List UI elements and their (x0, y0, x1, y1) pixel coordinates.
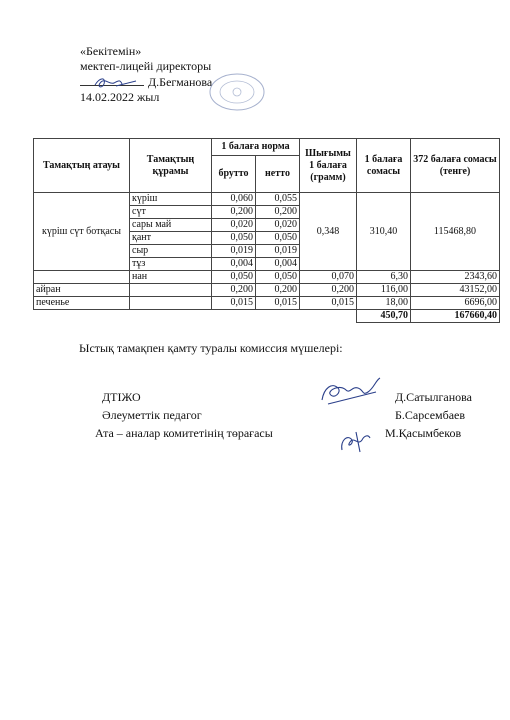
table-row-bread (34, 271, 500, 284)
bread-name: нан (130, 271, 212, 284)
ayran-cost: 116,00 (357, 284, 411, 297)
ayran-net: 0,200 (256, 284, 300, 297)
ingredient-gross: 0,020 (212, 219, 256, 232)
table-row-ayran (34, 284, 500, 297)
bread-total: 2343,60 (411, 271, 500, 284)
table-row-cookies (34, 297, 500, 310)
table-row (34, 193, 500, 206)
ingredient-gross: 0,200 (212, 206, 256, 219)
ayran-name: айран (34, 284, 130, 297)
ayran-yield: 0,200 (300, 284, 357, 297)
ingredient-net: 0,050 (256, 232, 300, 245)
approval-title: «Бекітемін» (80, 44, 142, 58)
ayran-total: 43152,00 (411, 284, 500, 297)
total-cost-all: 167660,40 (411, 310, 500, 323)
ingredient-name: сүт (130, 206, 212, 219)
ingredient-name: сыр (130, 245, 212, 258)
member-signature-icon (318, 374, 388, 410)
commission-title: Ыстық тамақпен қамту туралы комиссия мүшелері: (79, 341, 343, 355)
ingredient-name: тұз (130, 258, 212, 271)
director-name: Д.Бегманова (148, 75, 213, 89)
bread-cost: 6,30 (357, 271, 411, 284)
empty-cell (34, 310, 357, 323)
total-cost-per-child: 450,70 (357, 310, 411, 323)
table-header-row (34, 139, 500, 156)
member-name: М.Қасымбеков (385, 426, 462, 440)
menu-table (33, 138, 500, 323)
porridge-name: күріш сүт ботқасы (34, 193, 130, 271)
cookies-name: печенье (34, 297, 130, 310)
ingredient-gross: 0,004 (212, 258, 256, 271)
member-role: ДТІЖО (102, 390, 141, 404)
ingredient-name: қант (130, 232, 212, 245)
header-norm: 1 балаға норма (212, 139, 300, 156)
cookies-net: 0,015 (256, 297, 300, 310)
seal-icon (208, 72, 266, 112)
empty-cell (130, 297, 212, 310)
member-signature-icon (336, 428, 376, 456)
ingredient-net: 0,200 (256, 206, 300, 219)
bread-gross: 0,050 (212, 271, 256, 284)
approval-date: 14.02.2022 жыл (80, 90, 160, 104)
table-row-totals (34, 310, 500, 323)
ingredient-net: 0,055 (256, 193, 300, 206)
porridge-yield: 0,348 (300, 193, 357, 271)
ayran-gross: 0,200 (212, 284, 256, 297)
cookies-yield: 0,015 (300, 297, 357, 310)
ingredient-gross: 0,050 (212, 232, 256, 245)
ingredient-net: 0,004 (256, 258, 300, 271)
ingredient-net: 0,019 (256, 245, 300, 258)
ingredient-net: 0,020 (256, 219, 300, 232)
member-name: Д.Сатылганова (395, 390, 473, 404)
ingredient-name: күріш (130, 193, 212, 206)
ingredient-gross: 0,019 (212, 245, 256, 258)
empty-cell (34, 271, 130, 284)
bread-net: 0,050 (256, 271, 300, 284)
empty-cell (130, 284, 212, 297)
bread-yield: 0,070 (300, 271, 357, 284)
member-role: Әлеуметтік педагог (102, 408, 202, 422)
header-net: нетто (256, 156, 300, 193)
ingredient-name: сары май (130, 219, 212, 232)
ingredient-gross: 0,060 (212, 193, 256, 206)
member-name: Б.Сарсембаев (395, 408, 466, 422)
cookies-cost: 18,00 (357, 297, 411, 310)
header-composition: Тамақтың құрамы (130, 139, 212, 193)
header-dish-name: Тамақтың атауы (34, 139, 130, 193)
header-gross: брутто (212, 156, 256, 193)
header-cost-per-child: 1 балаға сомасы (357, 139, 411, 193)
approval-block (80, 44, 212, 105)
approval-position: мектеп-лицейі директоры (80, 59, 212, 73)
porridge-cost: 310,40 (357, 193, 411, 271)
header-yield: Шығымы 1 балаға (грамм) (300, 139, 357, 193)
cookies-total: 6696,00 (411, 297, 500, 310)
header-total-cost: 372 балаға сомасы (тенге) (411, 139, 500, 193)
porridge-total: 115468,80 (411, 193, 500, 271)
director-signature-icon (92, 75, 142, 91)
cookies-gross: 0,015 (212, 297, 256, 310)
member-role: Ата – аналар комитетінің төрағасы (95, 426, 273, 440)
